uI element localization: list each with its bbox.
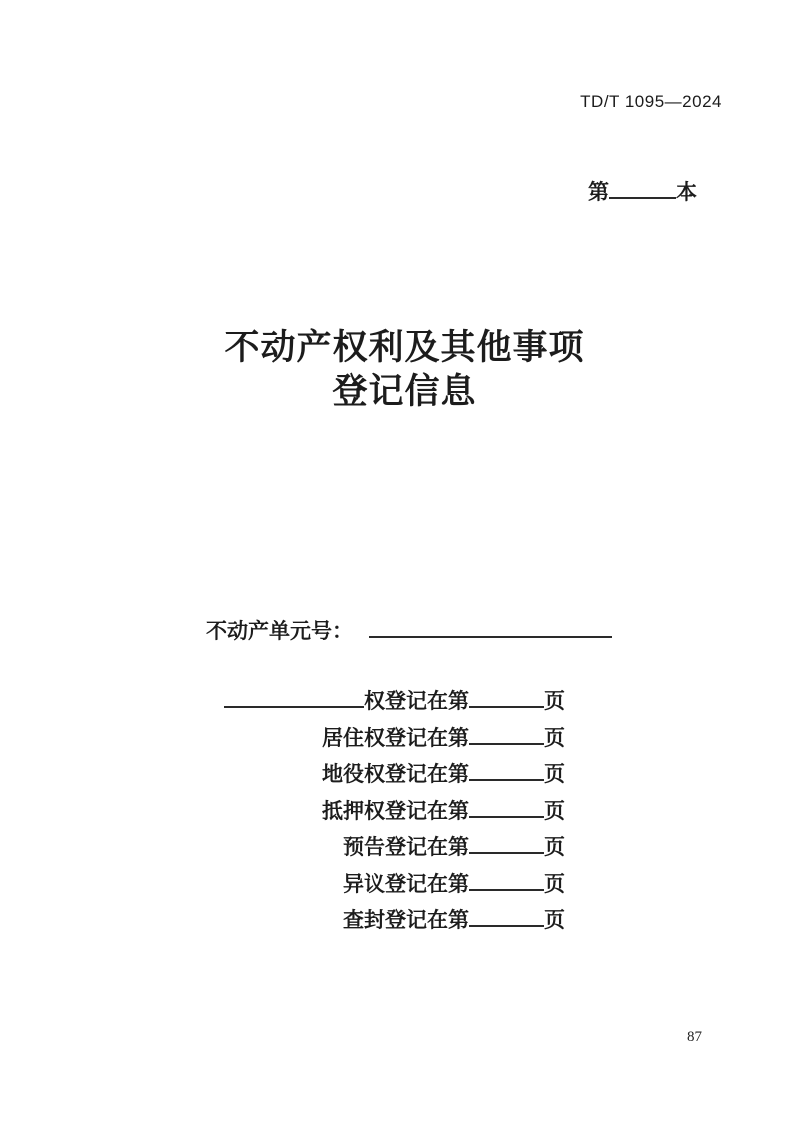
registration-label: 居住权登记在第 [322,726,469,750]
page-suffix: 页 [544,836,565,859]
registration-label: 异议登记在第 [343,872,469,896]
volume-number-blank [609,197,676,199]
page-suffix: 页 [544,690,565,713]
registration-row-easement [224,757,565,794]
volume-prefix: 第 [588,181,609,204]
page-number-blank [469,925,544,927]
registration-row-residency [224,721,565,758]
volume-suffix: 本 [676,181,697,204]
registration-row-advance-notice [224,830,565,867]
page-number-blank [469,889,544,891]
right-type-blank [224,706,364,708]
page-number-blank [469,852,544,854]
registration-row-dissent [224,867,565,904]
registration-row-ownership [224,684,565,721]
registration-page-list [224,684,565,940]
page-number-blank [469,816,544,818]
document-title [8,326,793,414]
page-suffix: 页 [544,799,565,823]
page-suffix: 页 [544,763,565,786]
page-suffix: 页 [544,726,565,750]
unit-number-blank [369,636,612,638]
page-suffix: 页 [544,872,565,896]
page-number-blank [469,779,544,781]
registration-label: 抵押权登记在第 [322,799,469,823]
registration-row-seizure [224,903,565,940]
unit-number-label: 不动产单元号： [206,620,353,643]
page-suffix: 页 [544,909,565,932]
unit-number-line [206,615,612,645]
standard-code: TD/T 1095—2024 [580,92,722,111]
document-title-line1: 不动产权利及其他事项 [224,328,585,367]
volume-line [588,176,697,206]
registration-label: 地役权登记在第 [322,763,469,786]
registration-label: 查封登记在第 [343,909,469,932]
document-title-line2: 登记信息 [332,372,477,411]
page-number: 87 [687,1029,702,1045]
page-number-blank [469,743,544,745]
registration-row-mortgage [224,794,565,831]
registration-label: 权登记在第 [364,690,469,713]
page-number-blank [469,706,544,708]
registration-label: 预告登记在第 [343,836,469,859]
